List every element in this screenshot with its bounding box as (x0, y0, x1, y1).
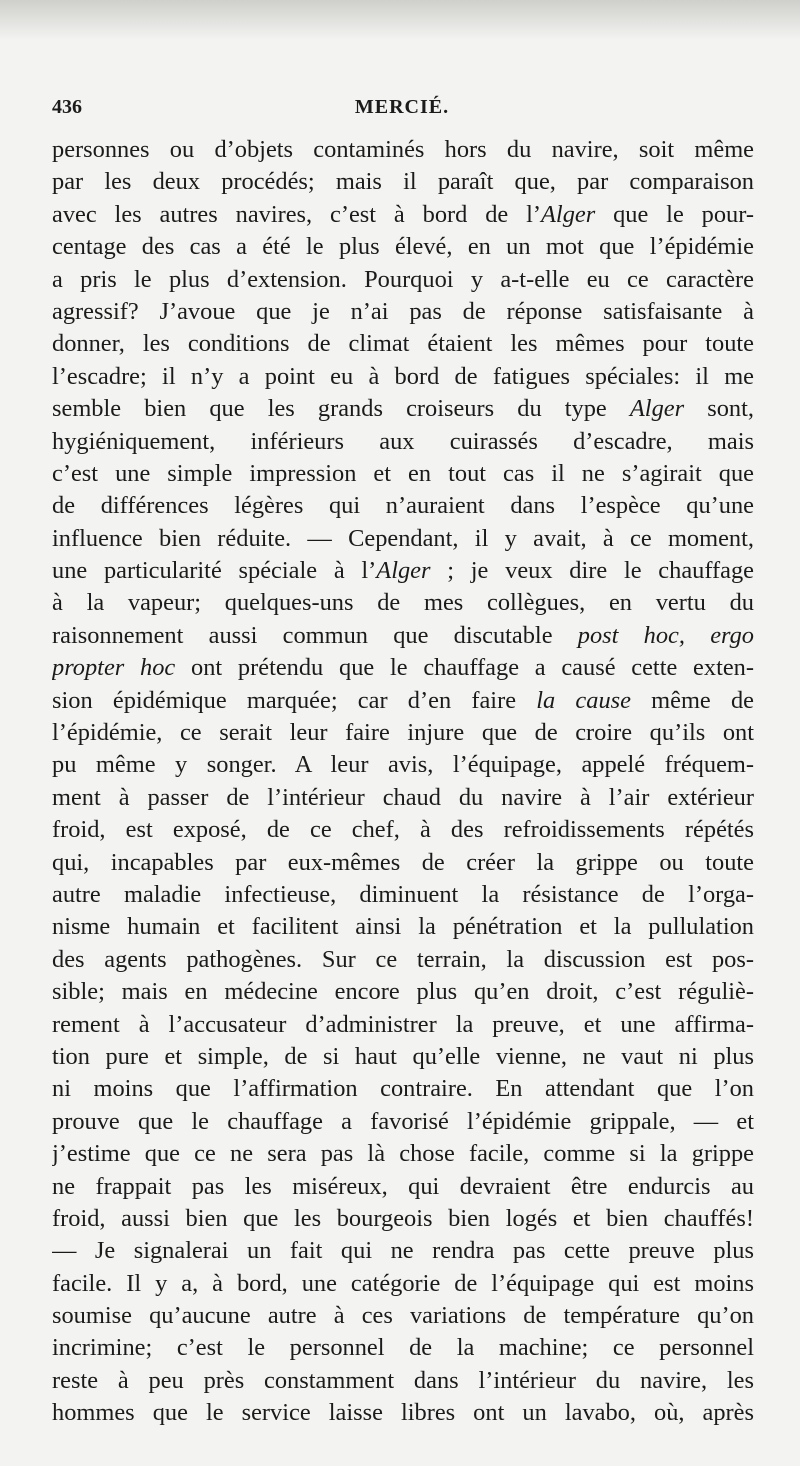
text-line: semble bien que les grands croiseurs du type Alger sont, (52, 395, 754, 423)
text-line: influence bien réduite. — Cependant, il y avait, à ce moment, (52, 524, 754, 552)
text-line: centage des cas a été le plus élevé, en un mot que l’épidémie (52, 233, 754, 261)
text-line: j’estime que ce ne sera pas là chose facile, comme si la grippe (52, 1140, 754, 1168)
page-top-edge (0, 0, 800, 40)
text-line: tion pure et simple, de si haut qu’elle vienne, ne vaut ni plus (52, 1042, 754, 1070)
text-line: raisonnement aussi commun que discutable post hoc, ergo (52, 621, 754, 649)
text-line: ment à passer de l’intérieur chaud du navire à l’air extérieur (52, 783, 754, 811)
text-line: pu même y songer. A leur avis, l’équipage, appelé fréquem- (52, 751, 754, 779)
text-line: — Je signalerai un fait qui ne rendra pas cette preuve plus (52, 1237, 754, 1265)
text-line: autre maladie infectieuse, diminuent la résistance de l’orga- (52, 880, 754, 908)
text-line: des agents pathogènes. Sur ce terrain, la discussion est pos- (52, 945, 754, 973)
text-line: facile. Il y a, à bord, une catégorie de l’équipage qui est moins (52, 1269, 754, 1297)
text-line: rement à l’accusateur d’administrer la preuve, et une affirma- (52, 1010, 754, 1038)
text-line: c’est une simple impression et en tout cas il ne s’agirait que (52, 459, 754, 487)
text-line: propter hoc ont prétendu que le chauffage a causé cette exten- (52, 654, 754, 682)
text-line: a pris le plus d’extension. Pourquoi y a-t-elle eu ce caractère (52, 265, 754, 293)
text-line: personnes ou d’objets contaminés hors du navire, soit même (52, 136, 754, 163)
text-line: froid, aussi bien que les bourgeois bien logés et bien chauffés! (52, 1204, 754, 1232)
text-line: froid, est exposé, de ce chef, à des refroidissements répétés (52, 816, 754, 844)
text-line: donner, les conditions de climat étaient les mêmes pour toute (52, 330, 754, 358)
text-line: reste à peu près constamment dans l’intérieur du navire, les (52, 1366, 754, 1394)
page-number: 436 (52, 96, 82, 118)
body-text (52, 134, 754, 1430)
text-line: hommes que le service laisse libres ont un lavabo, où, après (52, 1399, 754, 1427)
text-line: ni moins que l’affirmation contraire. En attendant que l’on (52, 1075, 754, 1103)
text-line: qui, incapables par eux-mêmes de créer la grippe ou toute (52, 848, 754, 876)
text-line: sion épidémique marquée; car d’en faire la cause même de (52, 686, 754, 714)
text-line: à la vapeur; quelques-uns de mes collègues, en vertu du (52, 589, 754, 617)
text-line: l’épidémie, ce serait leur faire injure que de croire qu’ils ont (52, 719, 754, 747)
text-line: agressif? J’avoue que je n’ai pas de réponse satisfaisante à (52, 297, 754, 325)
text-line: par les deux procédés; mais il paraît que, par comparaison (52, 168, 754, 196)
text-line: l’escadre; il n’y a point eu à bord de fatigues spéciales: il me (52, 362, 754, 390)
text-line: de différences légères qui n’auraient dans l’espèce qu’une (52, 492, 754, 520)
text-line: soumise qu’aucune autre à ces variations de température qu’on (52, 1302, 754, 1330)
running-head: MERCIÉ. (354, 96, 450, 118)
text-line: incrimine; c’est le personnel de la machine; ce personnel (52, 1334, 754, 1362)
text-line: prouve que le chauffage a favorisé l’épidémie grippale, — et (52, 1107, 754, 1135)
text-line: hygiéniquement, inférieurs aux cuirassés d’escadre, mais (52, 427, 754, 455)
page-header (52, 96, 752, 126)
text-line: sible; mais en médecine encore plus qu’en droit, c’est réguliè- (52, 978, 754, 1006)
text-line: avec les autres navires, c’est à bord de l’Alger que le pour- (52, 200, 754, 228)
text-line: nisme humain et facilitent ainsi la pénétration et la pullulation (52, 913, 754, 941)
text-line: ne frappait pas les miséreux, qui devraient être endurcis au (52, 1172, 754, 1200)
text-line: une particularité spéciale à l’Alger ; je veux dire le chauffage (52, 557, 754, 585)
